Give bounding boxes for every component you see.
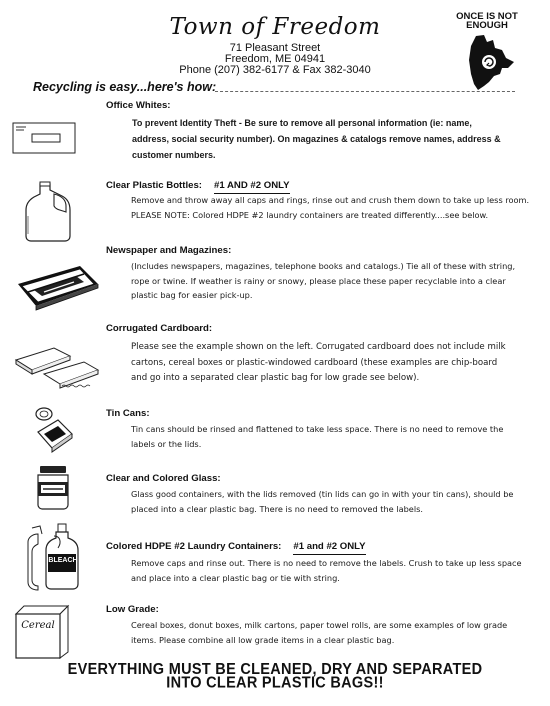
slogan-line-2: ENOUGH — [466, 20, 508, 31]
newspaper-bundle-icon — [14, 262, 100, 312]
section-title: Corrugated Cardboard: — [106, 323, 213, 334]
section-title: Tin Cans: — [106, 408, 150, 419]
body-line: Remove and throw away all caps and rings, rinse out and crush them down to take up less room. — [131, 195, 530, 205]
body-line: To prevent Identity Theft - Be sure to remove all personal information (ie: name, — [132, 118, 472, 128]
low-grade-text — [131, 618, 507, 647]
footer-line-2: INTO CLEAR PLASTIC BAGS!! — [166, 674, 384, 692]
body-line: Glass good containers, with the lids removed (tin lids can go in with your tin cans), should be — [131, 489, 514, 499]
bleach-label: BLEACH — [48, 557, 78, 564]
maine-map-icon — [462, 34, 518, 92]
section-title: Clear Plastic Bottles: — [106, 180, 202, 191]
low-grade-heading — [106, 604, 159, 615]
body-line: PLEASE NOTE: Colored HDPE #2 laundry containers are treated differently....see below. — [131, 209, 489, 220]
body-line: placed into a clear plastic bag. There is no need to removed the labels. — [131, 503, 423, 514]
tagline: Recycling is easy...here's how: — [33, 80, 217, 94]
body-line: Tin cans should be rinsed and flattened to take less space. There is no need to remove the — [131, 424, 504, 434]
body-line: Please see the example shown on the left. Corrugated cardboard does not include milk — [131, 342, 506, 352]
section-title: Clear and Colored Glass: — [106, 473, 221, 484]
section-title: Office Whites: — [106, 100, 171, 111]
laundry-heading — [106, 541, 366, 552]
newspaper-heading — [106, 245, 231, 256]
footer-notice — [0, 663, 550, 690]
body-line: customer numbers. — [132, 150, 216, 160]
plastic-bottles-text — [131, 193, 529, 222]
glass-jar-icon — [34, 464, 72, 510]
tin-cans-text — [131, 422, 503, 451]
tagline-divider — [215, 91, 515, 92]
office-whites-text — [132, 115, 501, 163]
body-line: Cereal boxes, donut boxes, milk cartons, paper towel rolls, are some examples of low grade — [131, 620, 508, 630]
town-name: Town of Freedom — [169, 14, 381, 40]
section-emphasis: #1 and #2 ONLY — [293, 541, 365, 555]
body-line: (Includes newspapers, magazines, telephone books and catalogs.) Tie all of these with string, — [131, 261, 516, 271]
section-title: Colored HDPE #2 Laundry Containers: — [106, 541, 282, 552]
plastic-bottles-heading — [106, 180, 290, 191]
milk-jug-icon — [20, 180, 76, 242]
body-line: and go into a separated clear plastic bag for low grade see below). — [131, 373, 420, 383]
slogan-line-1: ONCE IS NOT — [456, 11, 518, 22]
body-line: plastic bag for easier pick-up. — [131, 290, 253, 300]
office-whites-heading — [106, 100, 171, 111]
cardboard-heading — [106, 323, 212, 334]
body-line: rope or twine. If weather is rainy or snowy, please place these paper recyclable into a clear — [131, 275, 506, 286]
laundry-text — [131, 556, 522, 585]
body-line: Remove caps and rinse out. There is no need to remove the labels. Crush to take up less space — [131, 558, 522, 568]
tin-can-icon — [28, 404, 84, 454]
cereal-box-icon — [14, 604, 70, 660]
cereal-label: Cereal — [21, 620, 55, 631]
body-line: items. Please combine all low grade items in a clear plastic bag. — [131, 634, 395, 645]
body-line: labels or the lids. — [131, 438, 202, 449]
cardboard-text — [131, 340, 506, 387]
slogan-badge — [452, 12, 522, 30]
city-address: Freedom, ME 04941 — [224, 53, 326, 65]
body-line: and place into a clear plastic bag or tie with string. — [131, 572, 340, 583]
body-line: address, social security number). On magazines & catalogs remove names, address & — [132, 134, 501, 144]
cardboard-icon — [14, 342, 100, 390]
section-title: Newspaper and Magazines: — [106, 245, 232, 256]
section-title: Low Grade: — [106, 604, 159, 615]
street-address: 71 Pleasant Street — [229, 42, 321, 54]
envelope-icon — [12, 122, 76, 154]
glass-text — [131, 487, 513, 516]
section-emphasis: #1 AND #2 ONLY — [214, 180, 290, 194]
newspaper-text — [131, 259, 515, 303]
footer-line-1: EVERYTHING MUST BE CLEANED, DRY AND SEPARATED — [67, 661, 483, 679]
body-line: cartons, cereal boxes or plastic-windowed cardboard (these examples are chip-board — [131, 357, 498, 368]
tin-cans-heading — [106, 408, 150, 419]
phone-fax: Phone (207) 382-6177 & Fax 382-3040 — [179, 64, 371, 76]
glass-heading — [106, 473, 221, 484]
